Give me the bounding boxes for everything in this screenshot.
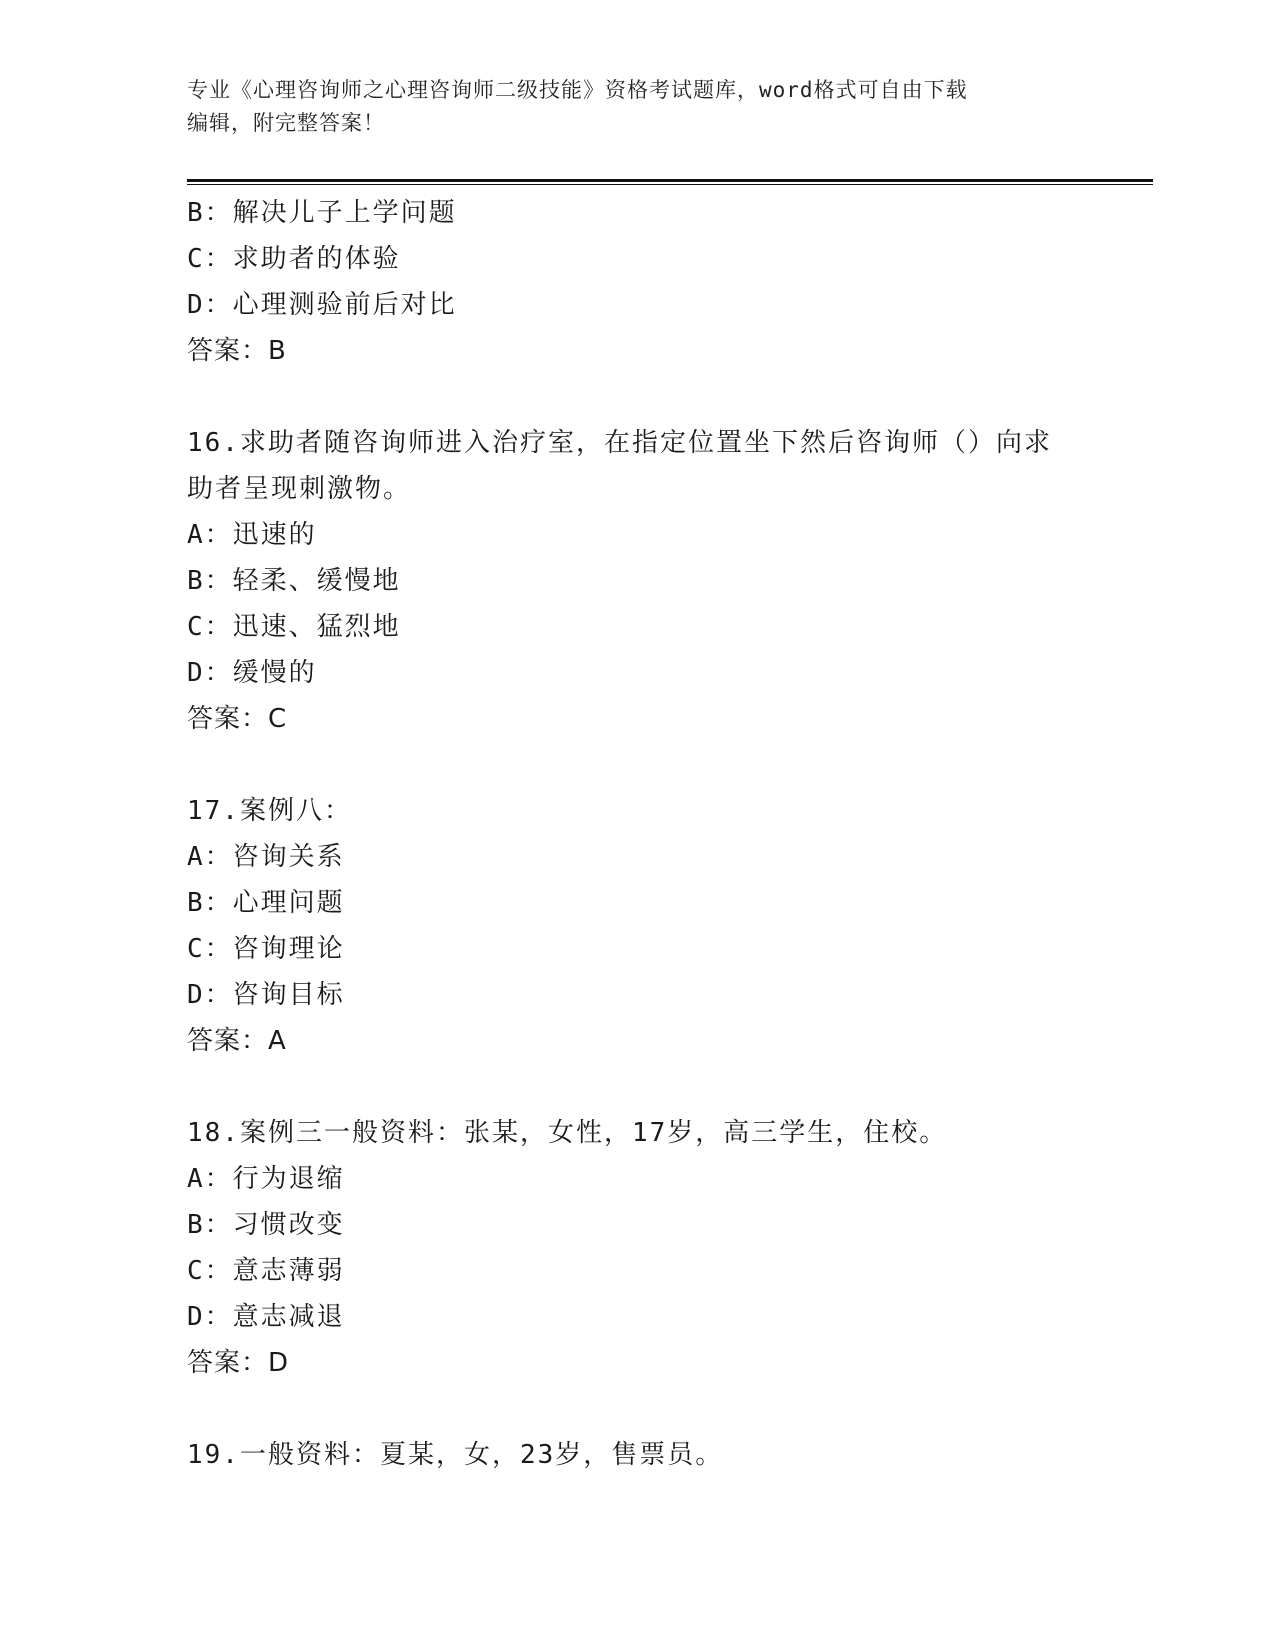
header-line-1: 专业《心理咨询师之心理咨询师二级技能》资格考试题库，word格式可自由下载 <box>187 78 968 102</box>
answer: 答案：A <box>187 1026 287 1056</box>
answer: 答案：C <box>187 704 288 734</box>
option-b: B：轻柔、缓慢地 <box>187 566 401 596</box>
question-list <box>187 190 1087 1478</box>
option-b: B：心理问题 <box>187 888 345 918</box>
question-19 <box>187 1432 1087 1478</box>
option-d: D：缓慢的 <box>187 658 317 688</box>
question-18 <box>187 1110 1087 1386</box>
option-d: D：意志减退 <box>187 1302 345 1332</box>
question-text: 19.一般资料：夏某，女，23岁，售票员。 <box>187 1440 724 1470</box>
option-a: A：行为退缩 <box>187 1164 345 1194</box>
option-a: A：咨询关系 <box>187 842 345 872</box>
question-text-line-2: 助者呈现刺激物。 <box>187 474 412 504</box>
option-c: C：求助者的体验 <box>187 244 401 274</box>
option-c: C：迅速、猛烈地 <box>187 612 401 642</box>
question-16 <box>187 420 1087 742</box>
answer: 答案：B <box>187 336 287 366</box>
option-a: A：迅速的 <box>187 520 317 550</box>
document-header <box>187 74 1087 140</box>
question-15-tail <box>187 190 1087 374</box>
question-text: 17.案例八： <box>187 796 352 826</box>
question-text-line-1: 16.求助者随咨询师进入治疗室，在指定位置坐下然后咨询师（）向求 <box>187 428 1052 458</box>
option-b: B：习惯改变 <box>187 1210 345 1240</box>
option-d: D：心理测验前后对比 <box>187 290 457 320</box>
question-17 <box>187 788 1087 1064</box>
header-line-2: 编辑，附完整答案！ <box>187 111 385 135</box>
question-text: 18.案例三一般资料：张某，女性，17岁，高三学生，住校。 <box>187 1118 948 1148</box>
option-d: D：咨询目标 <box>187 980 345 1010</box>
answer: 答案：D <box>187 1348 290 1378</box>
option-c: C：咨询理论 <box>187 934 345 964</box>
header-divider-thin <box>187 184 1153 185</box>
option-b: B：解决儿子上学问题 <box>187 198 457 228</box>
option-c: C：意志薄弱 <box>187 1256 345 1286</box>
header-divider-thick <box>187 179 1153 182</box>
